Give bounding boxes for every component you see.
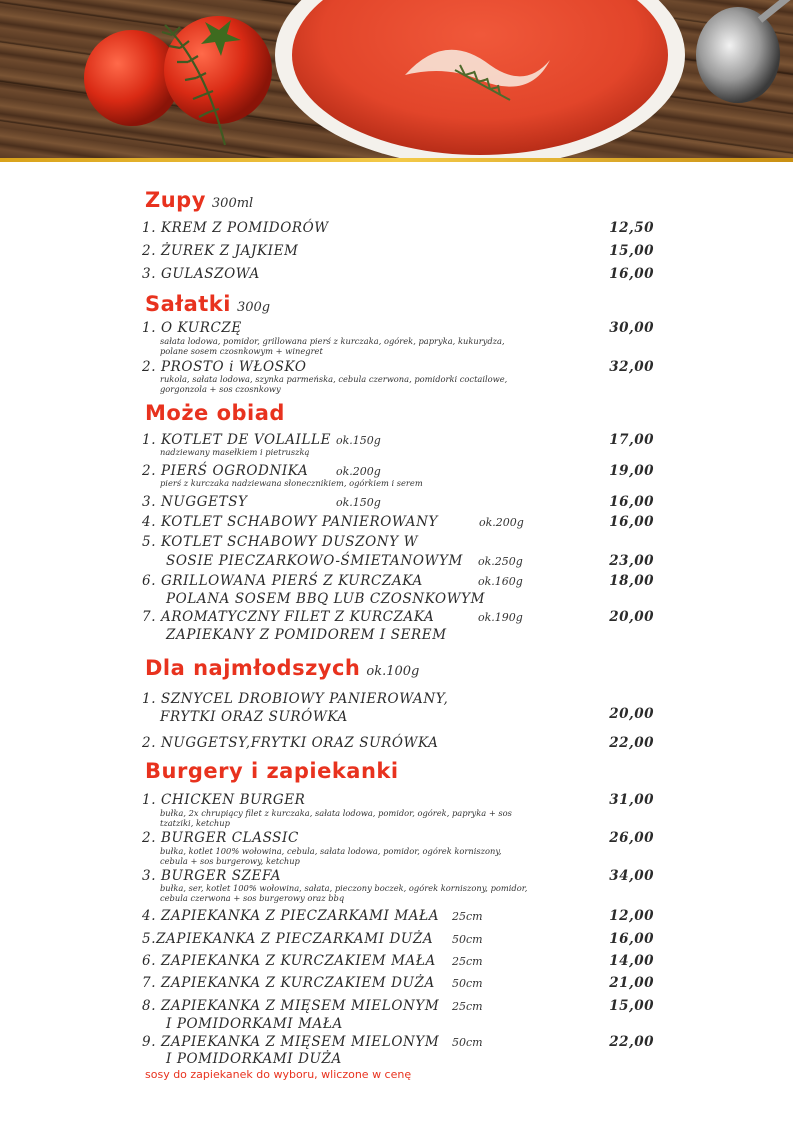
price: 22,00 xyxy=(609,735,654,751)
menu-item: 9. ZAPIEKANKA Z MIĘSEM MIELONYM xyxy=(142,1034,440,1050)
item-description: polane sosem czosnkowym + winegret xyxy=(160,346,323,356)
menu-item: 2. NUGGETSY,FRYTKI ORAZ SURÓWKA xyxy=(142,735,439,751)
menu-item: 7. ZAPIEKANKA Z KURCZAKIEM DUŻA xyxy=(142,975,435,991)
price: 14,00 xyxy=(609,953,654,969)
menu-item: 5.ZAPIEKANKA Z PIECZARKAMI DUŻA xyxy=(142,931,434,947)
price: 22,00 xyxy=(609,1034,654,1050)
item-weight: ok.200g xyxy=(336,465,381,478)
section-subtitle: 300ml xyxy=(211,196,254,211)
item-weight: 25cm xyxy=(452,955,483,968)
item-description: nadziewany masełkiem i pietruszką xyxy=(160,447,310,457)
gold-divider xyxy=(0,158,793,162)
item-description: rukola, sałata lodowa, szynka parmeńska, cebula czerwona, pomidorki coctailowe, xyxy=(160,374,508,384)
menu-item: 2. BURGER CLASSIC xyxy=(142,830,299,846)
price: 23,00 xyxy=(609,553,654,569)
item-weight: 50cm xyxy=(452,977,483,990)
price: 19,00 xyxy=(609,463,654,479)
item-weight: ok.200g xyxy=(479,516,524,529)
section-title-zupy: Zupy 300ml xyxy=(145,188,254,212)
price: 12,00 xyxy=(609,908,654,924)
menu-item: 8. ZAPIEKANKA Z MIĘSEM MIELONYM xyxy=(142,998,440,1014)
menu-item: 2. ŻUREK Z JAJKIEM xyxy=(142,243,299,259)
item-description: gorgonzola + sos czosnkowy xyxy=(160,384,281,394)
menu-item: 6. GRILLOWANA PIERŚ Z KURCZAKA xyxy=(142,573,423,589)
price: 21,00 xyxy=(609,975,654,991)
price: 16,00 xyxy=(609,494,654,510)
menu-item: 2. PIERŚ OGRODNIKA xyxy=(142,463,309,479)
spoon-bowl xyxy=(696,7,780,103)
section-title-salatki: Sałatki 300g xyxy=(145,292,271,316)
item-description: sałata lodowa, pomidor, grillowana pierś z kurczaka, ogórek, papryka, kukurydza, xyxy=(160,336,505,346)
item-description: bułka, 2x chrupiący filet z kurczaka, sałata lodowa, pomidor, ogórek, papryka + sos xyxy=(160,808,512,818)
item-description: cebula + sos burgerowy, ketchup xyxy=(160,856,300,866)
menu-item: 4. ZAPIEKANKA Z PIECZARKAMI MAŁA xyxy=(142,908,440,924)
price: 32,00 xyxy=(609,359,654,375)
price: 16,00 xyxy=(609,514,654,530)
price: 16,00 xyxy=(609,931,654,947)
price: 34,00 xyxy=(609,868,654,884)
price: 15,00 xyxy=(609,243,654,259)
menu-item-line2: I POMIDORKAMI DUŻA xyxy=(166,1051,342,1067)
menu-item: 1. SZNYCEL DROBIOWY PANIEROWANY, xyxy=(142,691,449,707)
item-weight: 50cm xyxy=(452,1036,483,1049)
menu-item: 5. KOTLET SCHABOWY DUSZONY W xyxy=(142,534,419,550)
item-description: cebula czerwona + sos burgerowy oraz bbq xyxy=(160,893,345,903)
price: 18,00 xyxy=(609,573,654,589)
item-weight: ok.150g xyxy=(336,434,381,447)
section-title-obiad: Może obiad xyxy=(145,401,285,425)
item-description: pierś z kurczaka nadziewana słonecznikiem, ogórkiem i serem xyxy=(160,478,423,488)
menu-item: 1. KOTLET DE VOLAILLE xyxy=(142,432,332,448)
menu-item-line2: FRYTKI ORAZ SURÓWKA xyxy=(160,709,348,725)
item-description: bułka, ser, kotlet 100% wołowina, sałata, pieczony boczek, ogórek korniszony, pomidor, xyxy=(160,883,528,893)
section-title-burgery: Burgery i zapiekanki xyxy=(145,759,399,783)
price: 17,00 xyxy=(609,432,654,448)
menu-item: 7. AROMATYCZNY FILET Z KURCZAKA xyxy=(142,609,435,625)
price: 30,00 xyxy=(609,320,654,336)
header-photo xyxy=(0,0,793,158)
price: 15,00 xyxy=(609,998,654,1014)
item-weight: 25cm xyxy=(452,1000,483,1013)
menu-item: 4. KOTLET SCHABOWY PANIEROWANY xyxy=(142,514,439,530)
menu-item-line2: SOSIE PIECZARKOWO-ŚMIETANOWYM xyxy=(166,553,463,569)
spoon-handle xyxy=(760,0,793,20)
item-weight: 50cm xyxy=(452,933,483,946)
section-title-dzieci: Dla najmłodszych ok.100g xyxy=(145,656,420,680)
menu-item: 1. CHICKEN BURGER xyxy=(142,792,306,808)
item-description: tzatziki, ketchup xyxy=(160,818,230,828)
price: 31,00 xyxy=(609,792,654,808)
menu-item: 2. PROSTO i WŁOSKO xyxy=(142,359,307,375)
item-description: bułka, kotlet 100% wołowina, cebula, sałata lodowa, pomidor, ogórek korniszony, xyxy=(160,846,502,856)
menu-item: 1. O KURCZĘ xyxy=(142,320,242,336)
soup-illustration xyxy=(0,0,793,158)
menu-item: 3. NUGGETSY xyxy=(142,494,248,510)
menu-item-line2: POLANA SOSEM BBQ LUB CZOSNKOWYM xyxy=(166,591,486,607)
price: 26,00 xyxy=(609,830,654,846)
item-weight: 25cm xyxy=(452,910,483,923)
menu-item-line2: I POMIDORKAMI MAŁA xyxy=(166,1016,343,1032)
item-weight: ok.250g xyxy=(478,555,523,568)
section-subtitle: ok.100g xyxy=(366,664,420,679)
menu-item: 3. BURGER SZEFA xyxy=(142,868,282,884)
section-subtitle: 300g xyxy=(236,300,271,315)
menu-item: 1. KREM Z POMIDORÓW xyxy=(142,220,329,236)
menu-item-line2: ZAPIEKANY Z POMIDOREM I SEREM xyxy=(166,627,447,643)
price: 16,00 xyxy=(609,266,654,282)
menu-item: 3. GULASZOWA xyxy=(142,266,260,282)
price: 20,00 xyxy=(609,706,654,722)
price: 12,50 xyxy=(609,220,654,236)
item-weight: ok.150g xyxy=(336,496,381,509)
footnote: sosy do zapiekanek do wyboru, wliczone w cenę xyxy=(145,1068,412,1081)
price: 20,00 xyxy=(609,609,654,625)
menu-item: 6. ZAPIEKANKA Z KURCZAKIEM MAŁA xyxy=(142,953,436,969)
item-weight: ok.190g xyxy=(478,611,523,624)
item-weight: ok.160g xyxy=(478,575,523,588)
